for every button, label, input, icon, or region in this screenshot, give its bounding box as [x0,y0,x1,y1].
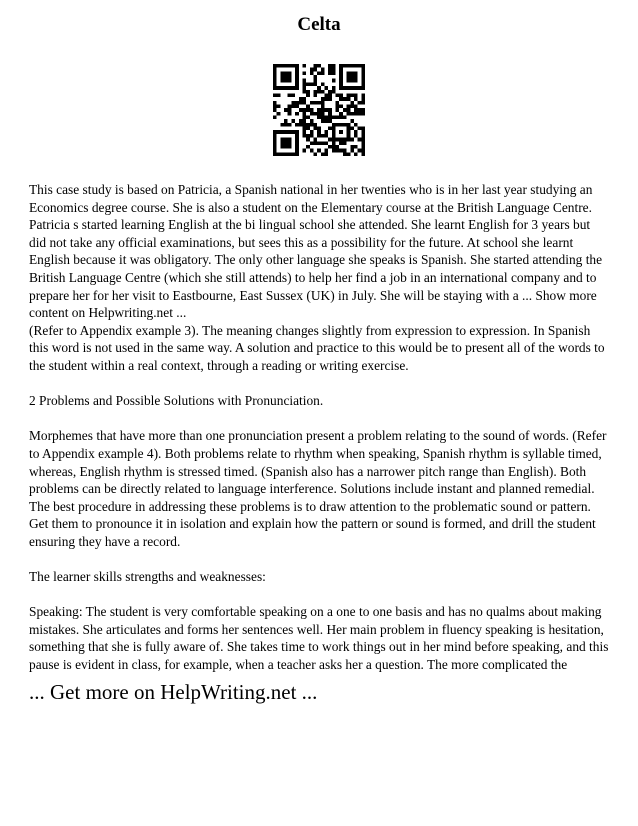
paragraph-morphemes: Morphemes that have more than one pronunciation present a problem relating to the sound of words. (Refer to Appendix example 4). Both problems relate to rhythm when speaking, Spanish rhythm is syllable timed, whereas, English rhythm is stressed timed. (Spanish also has a narrower pitch range than English). Both problems can be directly related to language interference. Solutions include instant and planned remedial. The best procedure in addressing these problems is to draw attention to the problematic sound or pattern. Get them to pronounce it in isolation and explain how the pattern or sound is formed, and drill the student ensuring they have a record. [29,428,607,549]
section-heading-skills: The learner skills strengths and weaknesses: [29,569,266,585]
document-body [29,181,609,674]
paragraph-speaking: Speaking: The student is very comfortable speaking on a one to one basis and has no qualms about making mistakes. She articulates and forms her sentences well. Her main problem in fluency speaking is hesitation, something that she is fully aware of. She takes time to work things out in her mind before speaking, and this pause is evident in class, for example, when a teacher asks her a question. The more complicated the [29,604,609,673]
paragraph-appendix-3: (Refer to Appendix example 3). The meaning changes slightly from expression to expression. In Spanish this word is not used in the same way. A solution and practice to this would be to present all of the words to the student within a real context, through a reading or writing exercise. [29,322,605,373]
section-heading-pronunciation: 2 Problems and Possible Solutions with Pronunciation. [29,393,324,409]
document-title: Celta [297,14,341,35]
get-more-link[interactable]: ... Get more on HelpWriting.net ... [29,680,318,704]
paragraph-intro: This case study is based on Patricia, a Spanish national in her twenties who is in her last year studying an Economics degree course. She is also a student on the Elementary course at the British Language Centre. Patricia s started learning English at the bi lingual school she attended. She learnt English for 3 years but did not take any official examinations, but sees this as a possibility for the future. At school she learnt English because it was obligatory. The only other language she speaks is Spanish. She started attending the British Language Centre (which she still attends) to help her find a job in an international company and to prepare her for her visit to Eastbourne, East Sussex (UK) in July. She will be staying with a ... Show more content on Helpwriting.net ... [29,182,603,321]
qr-code [273,64,365,156]
